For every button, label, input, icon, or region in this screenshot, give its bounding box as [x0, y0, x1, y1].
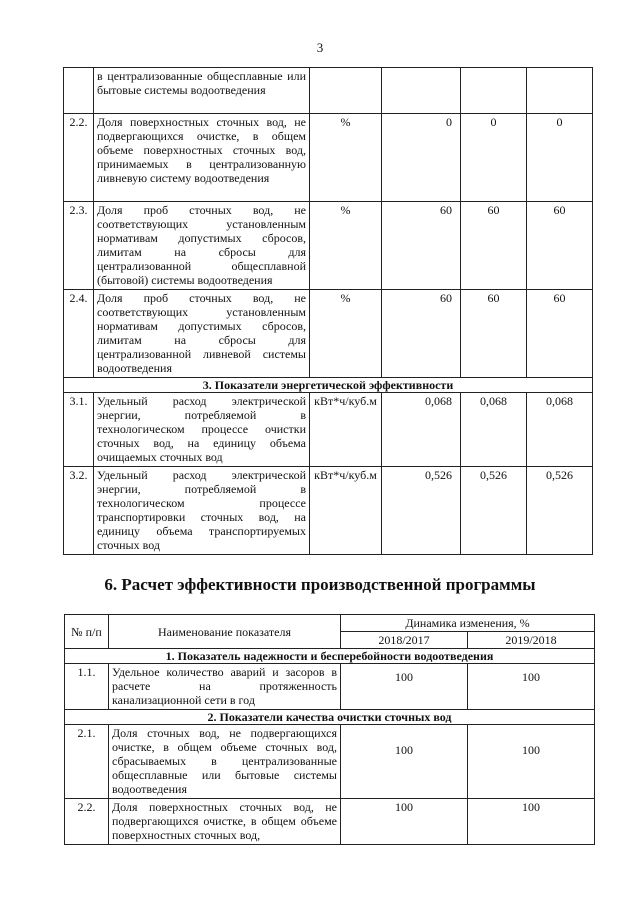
section-heading: 6. Расчет эффективности производственной программы: [104, 575, 536, 594]
page-number: 3: [316, 40, 324, 55]
value-cell: 100: [341, 725, 468, 799]
column-header-dynamics: Динамика изменения, %: [341, 615, 595, 632]
section-row: [64, 378, 593, 393]
indicators-table: [63, 67, 593, 555]
unit-cell: %: [310, 202, 382, 290]
table-row: [65, 664, 595, 710]
column-header-name: Наименование показателя: [109, 615, 341, 649]
unit-cell: кВт*ч/куб.м: [310, 467, 382, 555]
section-title: 2. Показатели качества очистки сточных вод: [65, 710, 595, 725]
section-row: [65, 649, 595, 664]
value-cell: 60: [527, 290, 593, 378]
indicator-name: в централизованные общесплавные или бытовые системы водоотведения: [94, 68, 310, 114]
unit-cell: %: [310, 290, 382, 378]
table-row: [64, 290, 593, 378]
row-number: 1.1.: [65, 664, 109, 710]
value-cell: 100: [341, 664, 468, 710]
section-title: 1. Показатель надежности и бесперебойности водоотведения: [65, 649, 595, 664]
value-cell: [527, 68, 593, 114]
row-number: 3.1.: [64, 393, 94, 467]
indicator-name: Доля проб сточных вод, не соответствующих установленным нормативам допустимых сбросов, лимитам на сбросы для централизованной общесплавной (бытовой) системы водоотведения: [94, 202, 310, 290]
unit-cell: %: [310, 114, 382, 202]
indicator-name: Доля поверхностных сточных вод, не подвергающихся очистке, в общем объеме поверхностных сточных вод, принимаемых в централизованную ливневую систему водоотведения: [94, 114, 310, 202]
indicator-name: Доля поверхностных сточных вод, не подвергающихся очистке, в общем объеме поверхностных сточных вод,: [109, 799, 341, 845]
value-cell: 60: [461, 202, 527, 290]
row-number: 3.2.: [64, 467, 94, 555]
row-number: 2.2.: [65, 799, 109, 845]
value-cell: 60: [527, 202, 593, 290]
table-row: [64, 467, 593, 555]
value-cell: 60: [382, 290, 461, 378]
unit-cell: кВт*ч/куб.м: [310, 393, 382, 467]
value-cell: 100: [341, 799, 468, 845]
value-cell: 100: [468, 725, 595, 799]
value-cell: 100: [468, 664, 595, 710]
value-cell: 0: [461, 114, 527, 202]
indicator-name: Удельное количество аварий и засоров в расчете на протяженность канализационной сети в год: [109, 664, 341, 710]
indicator-name: Доля сточных вод, не подвергающихся очистке, в общем объеме сточных вод, сбрасываемых в централизованные общесплавные или бытовые системы водоотведения: [109, 725, 341, 799]
efficiency-table: [64, 614, 595, 845]
indicator-name: Удельный расход электрической энергии, потребляемой в технологическом процессе очистки сточных вод, на единицу объема очищаемых сточных вод: [94, 393, 310, 467]
value-cell: [461, 68, 527, 114]
table-row: [65, 725, 595, 799]
value-cell: 0: [382, 114, 461, 202]
value-cell: 0,068: [382, 393, 461, 467]
table-row: [64, 202, 593, 290]
value-cell: 0,526: [527, 467, 593, 555]
indicator-name: Доля проб сточных вод, не соответствующих установленным нормативам допустимых сбросов, лимитам на сбросы для централизованной ливневой системы водоотведения: [94, 290, 310, 378]
row-number: 2.3.: [64, 202, 94, 290]
row-number: 2.1.: [65, 725, 109, 799]
value-cell: 100: [468, 799, 595, 845]
value-cell: 0: [527, 114, 593, 202]
row-number: 2.4.: [64, 290, 94, 378]
indicator-name: Удельный расход электрической энергии, потребляемой в технологическом процессе транспортировки сточных вод, на единицу объема транспортируемых сточных вод: [94, 467, 310, 555]
value-cell: [382, 68, 461, 114]
section-row: [65, 710, 595, 725]
table-row: [64, 114, 593, 202]
header-row: [65, 615, 595, 632]
value-cell: 0,526: [461, 467, 527, 555]
value-cell: 60: [461, 290, 527, 378]
value-cell: 0,068: [527, 393, 593, 467]
table-row: [64, 68, 593, 114]
value-cell: 60: [382, 202, 461, 290]
table-row: [65, 799, 595, 845]
table-row: [64, 393, 593, 467]
column-header-year: 2018/2017: [341, 632, 468, 649]
value-cell: 0,526: [382, 467, 461, 555]
value-cell: 0,068: [461, 393, 527, 467]
unit-cell: [310, 68, 382, 114]
section-title: 3. Показатели энергетической эффективности: [64, 378, 593, 393]
row-number: 2.2.: [64, 114, 94, 202]
column-header-year: 2019/2018: [468, 632, 595, 649]
row-number: [64, 68, 94, 114]
column-header-number: № п/п: [65, 615, 109, 649]
